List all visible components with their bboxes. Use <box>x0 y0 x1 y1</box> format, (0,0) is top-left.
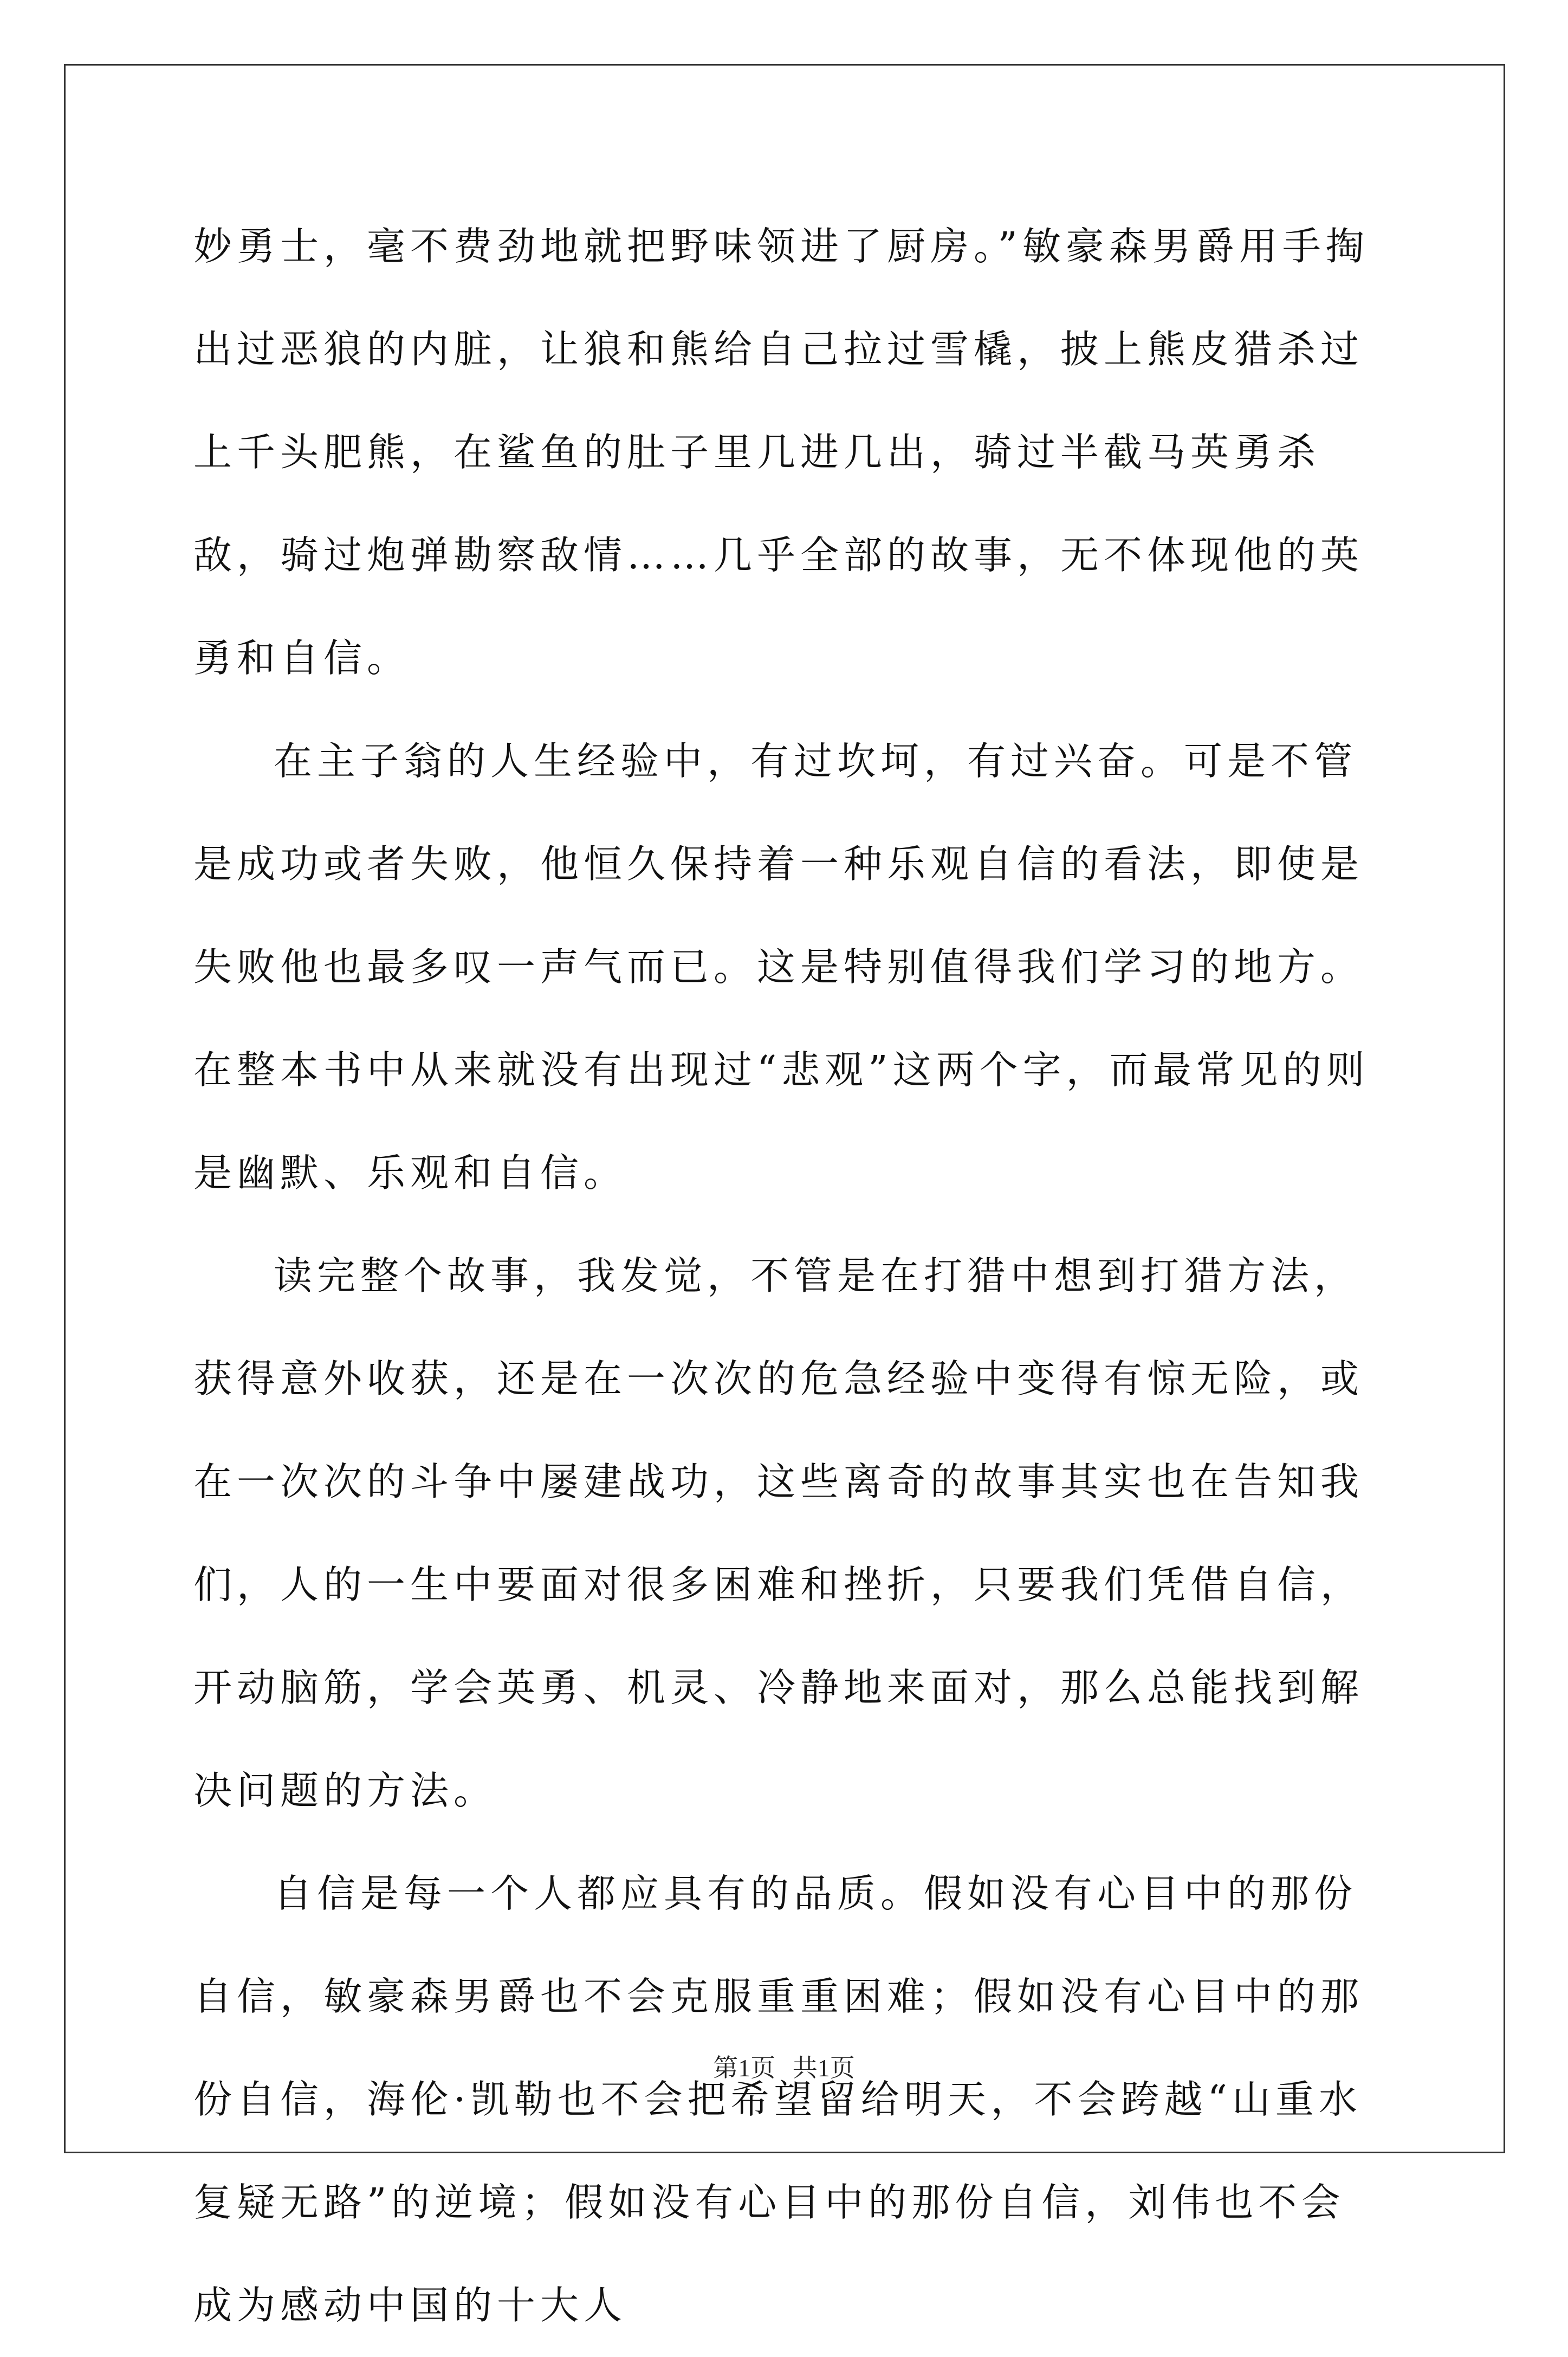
paragraph-3: 读完整个故事，我发觉，不管是在打猎中想到打猎方法，获得意外收获，还是在一次次的危急经验中变得有惊无险，或在一次次的斗争中屡建战功，这些离奇的故事其实也在告知我们，人的一生中要面对很多困难和挫折，只要我们凭借自信，开动脑筋，学会英勇、机灵、冷静地来面对，那么总能找到解决问题的方法。 <box>193 1253 1364 1813</box>
paragraph-4: 自信是每一个人都应具有的品质。假如没有心目中的那份自信，敏豪森男爵也不会克服重重困难；假如没有心目中的那份自信，海伦·凯勒也不会把希望留给明天，不会跨越“山重水复疑无路”的逆境；假如没有心目中的那份自信，刘伟也不会成为感动中国的十大人 <box>193 1871 1364 2328</box>
paragraph-2: 在主子翁的人生经验中，有过坎坷，有过兴奋。可是不管是成功或者失败，他恒久保持着一种乐观自信的看法，即使是失败他也最多叹一声气而已。这是特别值得我们学习的地方。在整本书中从来就没有出现过“悲观”这两个字，而最常见的则是幽默、乐观和自信。 <box>193 739 1370 1195</box>
document-body <box>193 195 1385 2357</box>
page-footer <box>0 2048 1568 2084</box>
page-total: 共1页 <box>792 2054 855 2082</box>
page-current: 第1页 <box>713 2054 776 2082</box>
paragraph-1: 妙勇士，毫不费劲地就把野味领进了厨房。”敏豪森男爵用手掏出过恶狼的内脏，让狼和熊给自己拉过雪橇，披上熊皮猎杀过上千头肥熊，在鲨鱼的肚子里几进几出，骑过半截马英勇杀敌，骑过炮弹勘察敌情……几乎全部的故事，无不体现他的英勇和自信。 <box>193 224 1369 681</box>
